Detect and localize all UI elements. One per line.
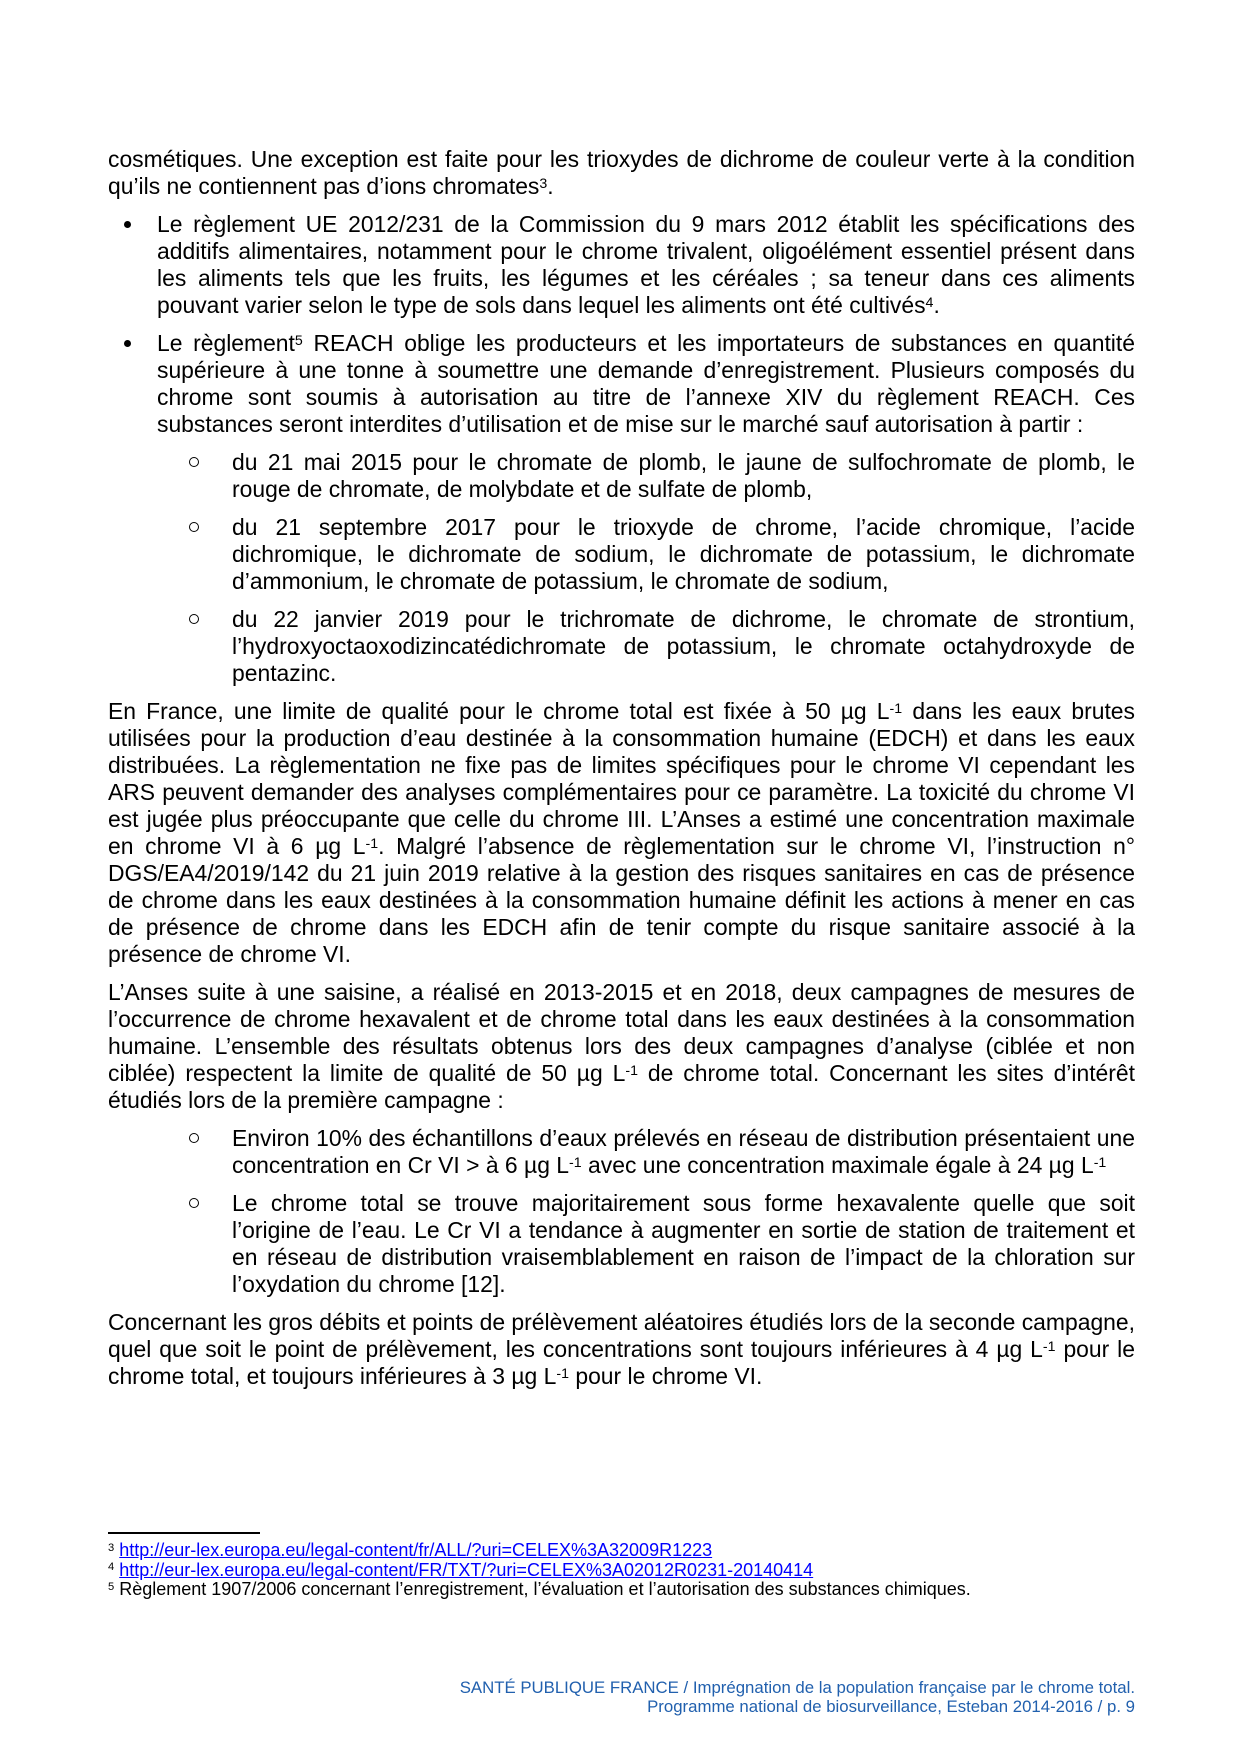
paragraph-limite-qualite: En France, une limite de qualité pour le chrome total est fixée à 50 µg $L^{-1}$ dans les eaux brutes utilisées pour la production d’eau destinée à la consommation humaine (EDCH) et dans les eaux distribuées. La règlementation ne fixe pas de limites spécifiques pour le chrome VI cependant les ARS peuvent demander des analyses complémentaires pour ce paramètre. La toxicité du chrome VI est jugée plus préoccupante que celle du chrome III. L’Anses a estimé une concentration maximale en chrome VI à 6 µg $L^{-1}$. Malgré l’absence de règlementation sur le chrome VI, l’instruction n° DGS/EA4/2019/142 du 21 juin 2019 relative à la gestion des risques sanitaires en cas de présence de chrome dans les eaux destinées à la consommation humaine définit les actions à mener en cas de présence de chrome dans les EDCH afin de tenir compte du risque sanitaire associé à la présence de chrome VI. — [108, 698, 1136, 967]
sub-bullet-item-septembre-2017 — [108, 514, 1135, 595]
sub-bullet-item-janvier-2019 — [108, 606, 1135, 687]
paragraph-cosmetiques: cosmétiques. Une exception est faite pour les trioxydes de dichrome de couleur verte à la condition qu’ils ne contiennent pas d’ions chromates$^3$. — [108, 146, 1135, 199]
circle-bullet-icon — [189, 457, 199, 467]
bullet-text-reglement-reach: Le règlement$^5$ REACH oblige les producteurs et les importateurs de substances en quantité supérieure à une tonne à soumettre une demande d’enregistrement. Plusieurs composés du chrome sont soumis à autorisation au titre de l’annexe XIV du règlement REACH. Ces substances seront interdites d’utilisation et de mise sur le marché sauf autorisation à partir : — [157, 330, 1135, 437]
footer-line-2: Programme national de biosurveillance, Esteban 2014-2016 / p. 9 — [647, 1697, 1135, 1716]
footnote-link-3[interactable]: http://eur-lex.europa.eu/legal-content/fr/ALL/?uri=CELEX%3A32009R1223 — [119, 1540, 713, 1560]
footer-line-1: SANTÉ PUBLIQUE FRANCE / Imprégnation de la population française par le chrome total. — [459, 1678, 1135, 1697]
footnote-separator — [108, 1532, 260, 1534]
footnote-marker-5: 5 — [108, 1580, 115, 1593]
footnotes-section — [108, 1532, 1135, 1600]
footnote-item-4 — [108, 1561, 1135, 1581]
circle-bullet-icon — [189, 1133, 199, 1143]
sub-bullet-text-janvier-2019: du 22 janvier 2019 pour le trichromate de dichrome, le chromate de strontium, l’hydroxyoctaoxodizincatédichromate de potassium, le chromate octahydroxyde de pentazinc. — [232, 606, 1135, 686]
sub-bullet-item-chrome-total — [108, 1190, 1135, 1298]
footnote-item-5 — [108, 1580, 1135, 1600]
circle-bullet-icon — [189, 1198, 199, 1208]
page-footer — [460, 1678, 1135, 1716]
sub-bullet-text-mai-2015: du 21 mai 2015 pour le chromate de plomb, le jaune de sulfochromate de plomb, le rouge de chromate, de molybdate et de sulfate de plomb, — [232, 449, 1135, 502]
footnote-marker-3: 3 — [108, 1541, 115, 1554]
paragraph-anses-campagnes: L’Anses suite à une saisine, a réalisé en 2013-2015 et en 2018, deux campagnes de mesures de l’occurrence de chrome hexavalent et de chrome total dans les eaux destinées à la consommation humaine. L’ensemble des résultats obtenus lors des deux campagnes d’analyse (ciblée et non ciblée) respectent la limite de qualité de 50 µg $L^{-1}$ de chrome total. Concernant les sites d’intérêt étudiés lors de la première campagne : — [108, 979, 1135, 1113]
footnote-link-4[interactable]: http://eur-lex.europa.eu/legal-content/FR/TXT/?uri=CELEX%3A02012R0231-20140414 — [119, 1559, 814, 1580]
bullet-text-reglement-ue: Le règlement UE 2012/231 de la Commission du 9 mars 2012 établit les spécifications des additifs alimentaires, notamment pour le chrome trivalent, oligoélément essentiel présent dans les aliments tels que les fruits, les légumes et les céréales ; sa teneur dans ces aliments pouvant varier selon le type de sols dans lequel les aliments ont été cultivés$^4$. — [157, 211, 1135, 318]
bullet-icon — [124, 340, 131, 347]
footnote-marker-4: 4 — [108, 1561, 115, 1574]
bullet-item-reglement-reach — [108, 330, 1135, 438]
page-body — [108, 146, 1135, 1401]
circle-bullet-icon — [189, 522, 199, 532]
paragraph-seconde-campagne: Concernant les gros débits et points de prélèvement aléatoires étudiés lors de la seconde campagne, quel que soit le point de prélèvement, les concentrations sont toujours inférieures à 4 µg $L^{-1}$ pour le chrome total, et toujours inférieures à 3 µg $L^{-1}$ pour le chrome VI. — [108, 1309, 1135, 1389]
bullet-item-reglement-ue — [108, 211, 1135, 319]
sub-bullet-item-mai-2015 — [108, 449, 1135, 503]
sub-bullet-text-environ-10: Environ 10% des échantillons d’eaux prélevés en réseau de distribution présentaient une concentration en Cr VI > à 6 µg $L^{-1}$ avec une concentration maximale égale à 24 µg $L^{-1}$ — [232, 1125, 1135, 1178]
circle-bullet-icon — [189, 614, 199, 624]
bullet-icon — [124, 221, 131, 228]
sub-bullet-text-chrome-total: Le chrome total se trouve majoritairement sous forme hexavalente quelle que soit l’origine de l’eau. Le Cr VI a tendance à augmenter en sortie de station de traitement et en réseau de distribution vraisemblablement en raison de l’impact de la chloration sur l’oxydation du chrome [12]. — [232, 1190, 1135, 1297]
footnote-item-3 — [108, 1541, 1135, 1561]
sub-bullet-text-septembre-2017: du 21 septembre 2017 pour le trioxyde de chrome, l’acide chromique, l’acide dichromique, le dichromate de sodium, le dichromate de potassium, le dichromate d’ammonium, le chromate de potassium, le chromate de sodium, — [232, 514, 1135, 594]
footnote-text-5: Règlement 1907/2006 concernant l’enregistrement, l’évaluation et l’autorisation des substances chimiques. — [119, 1579, 971, 1599]
sub-bullet-item-environ-10 — [108, 1125, 1135, 1179]
